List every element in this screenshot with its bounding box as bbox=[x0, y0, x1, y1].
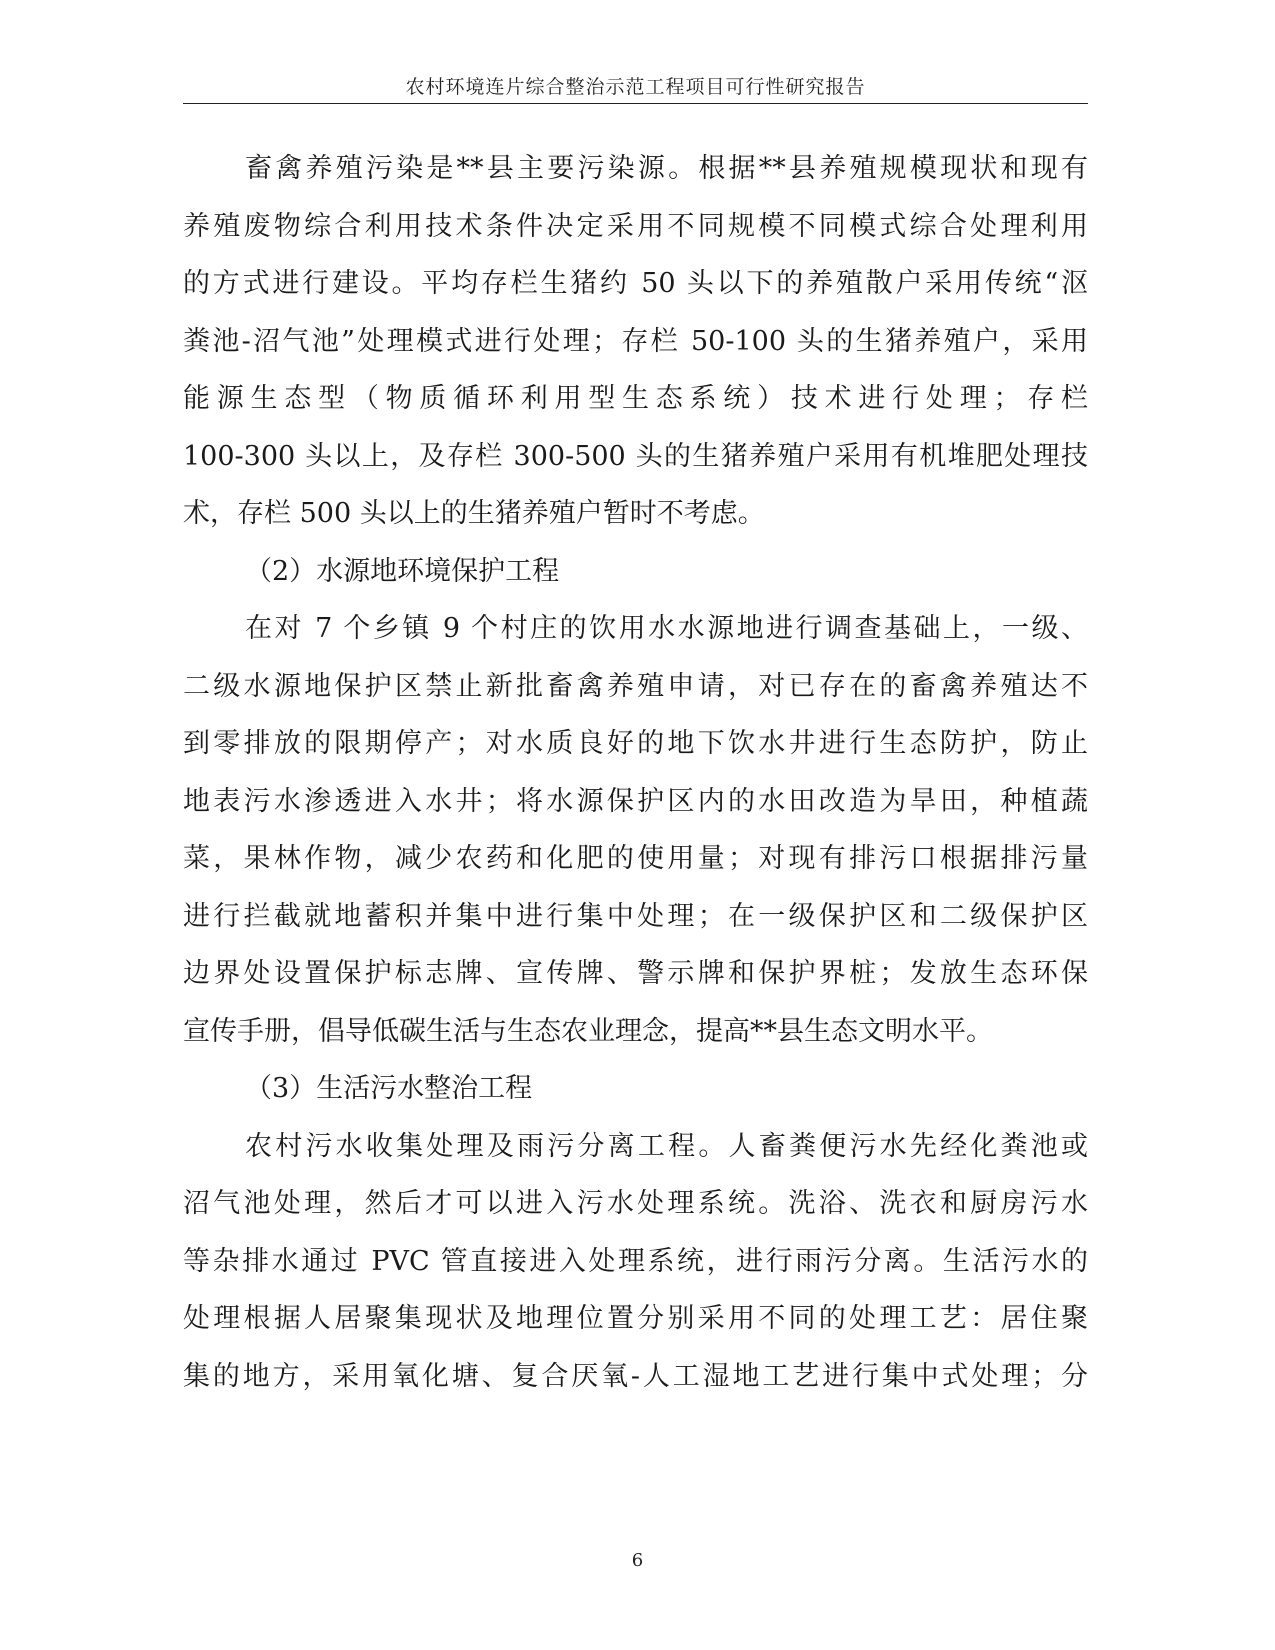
section-heading-domestic-sewage: （3）生活污水整治工程 bbox=[245, 1073, 533, 1104]
section-heading-water-source: （2）水源地环境保护工程 bbox=[245, 555, 560, 587]
text-line: 进行拦截就地蓄积并集中进行集中处理；在一级保护区和二级保护区 bbox=[183, 900, 1088, 932]
text-line: 二级水源地保护区禁止新批畜禽养殖申请，对已存在的畜禽养殖达不 bbox=[183, 670, 1088, 702]
document-body bbox=[183, 140, 1088, 1405]
page-header-title: 农村环境连片综合整治示范工程项目可行性研究报告 bbox=[405, 76, 866, 98]
text-line: 术，存栏 500 头以上的生猪养殖户暂时不考虑。 bbox=[183, 498, 765, 529]
text-line: 宣传手册，倡导低碳生活与生态农业理念，提高**县生态文明水平。 bbox=[183, 1015, 993, 1047]
text-line: 菜，果林作物，减少农药和化肥的使用量；对现有排污口根据排污量 bbox=[183, 843, 1088, 874]
text-line: 等杂排水通过 PVC 管直接进入处理系统，进行雨污分离。生活污水的 bbox=[183, 1245, 1088, 1277]
text-line: 到零排放的限期停产；对水质良好的地下饮水井进行生态防护，防止 bbox=[183, 728, 1088, 759]
text-line: 能源生态型（物质循环利用型生态系统）技术进行处理；存栏 bbox=[183, 383, 1088, 414]
header-divider bbox=[183, 103, 1088, 104]
text-line: 的方式进行建设。平均存栏生猪约 50 头以下的养殖散户采用传统“沤 bbox=[183, 268, 1088, 299]
text-line: 集的地方，采用氧化塘、复合厌氧-人工湿地工艺进行集中式处理；分 bbox=[183, 1360, 1088, 1392]
paragraph-sewage-treatment bbox=[183, 1118, 1088, 1406]
text-line: 养殖废物综合利用技术条件决定采用不同规模不同模式综合处理利用 bbox=[183, 210, 1088, 242]
text-line: 100-300 头以上，及存栏 300-500 头的生猪养殖户采用有机堆肥处理技 bbox=[183, 440, 1088, 472]
text-line: 处理根据人居聚集现状及地理位置分别采用不同的处理工艺：居住聚 bbox=[183, 1303, 1088, 1334]
text-line: 农村污水收集处理及雨污分离工程。人畜粪便污水先经化粪池或 bbox=[245, 1130, 1088, 1162]
text-line: 畜禽养殖污染是**县主要污染源。根据**县养殖规模现状和现有 bbox=[245, 153, 1088, 184]
paragraph-livestock-pollution bbox=[183, 140, 1088, 543]
text-line: 沼气池处理，然后才可以进入污水处理系统。洗浴、洗衣和厨房污水 bbox=[183, 1188, 1088, 1219]
text-line: 在对 7 个乡镇 9 个村庄的饮用水水源地进行调查基础上，一级、 bbox=[245, 613, 1088, 644]
page-number: 6 bbox=[631, 1550, 644, 1571]
text-line: 边界处设置保护标志牌、宣传牌、警示牌和保护界桩；发放生态环保 bbox=[183, 958, 1088, 989]
text-line: 地表污水渗透进入水井；将水源保护区内的水田改造为旱田，种植蔬 bbox=[183, 785, 1088, 817]
paragraph-water-source-protection bbox=[183, 600, 1088, 1060]
text-line: 粪池-沼气池”处理模式进行处理；存栏 50-100 头的生猪养殖户，采用 bbox=[183, 325, 1088, 357]
